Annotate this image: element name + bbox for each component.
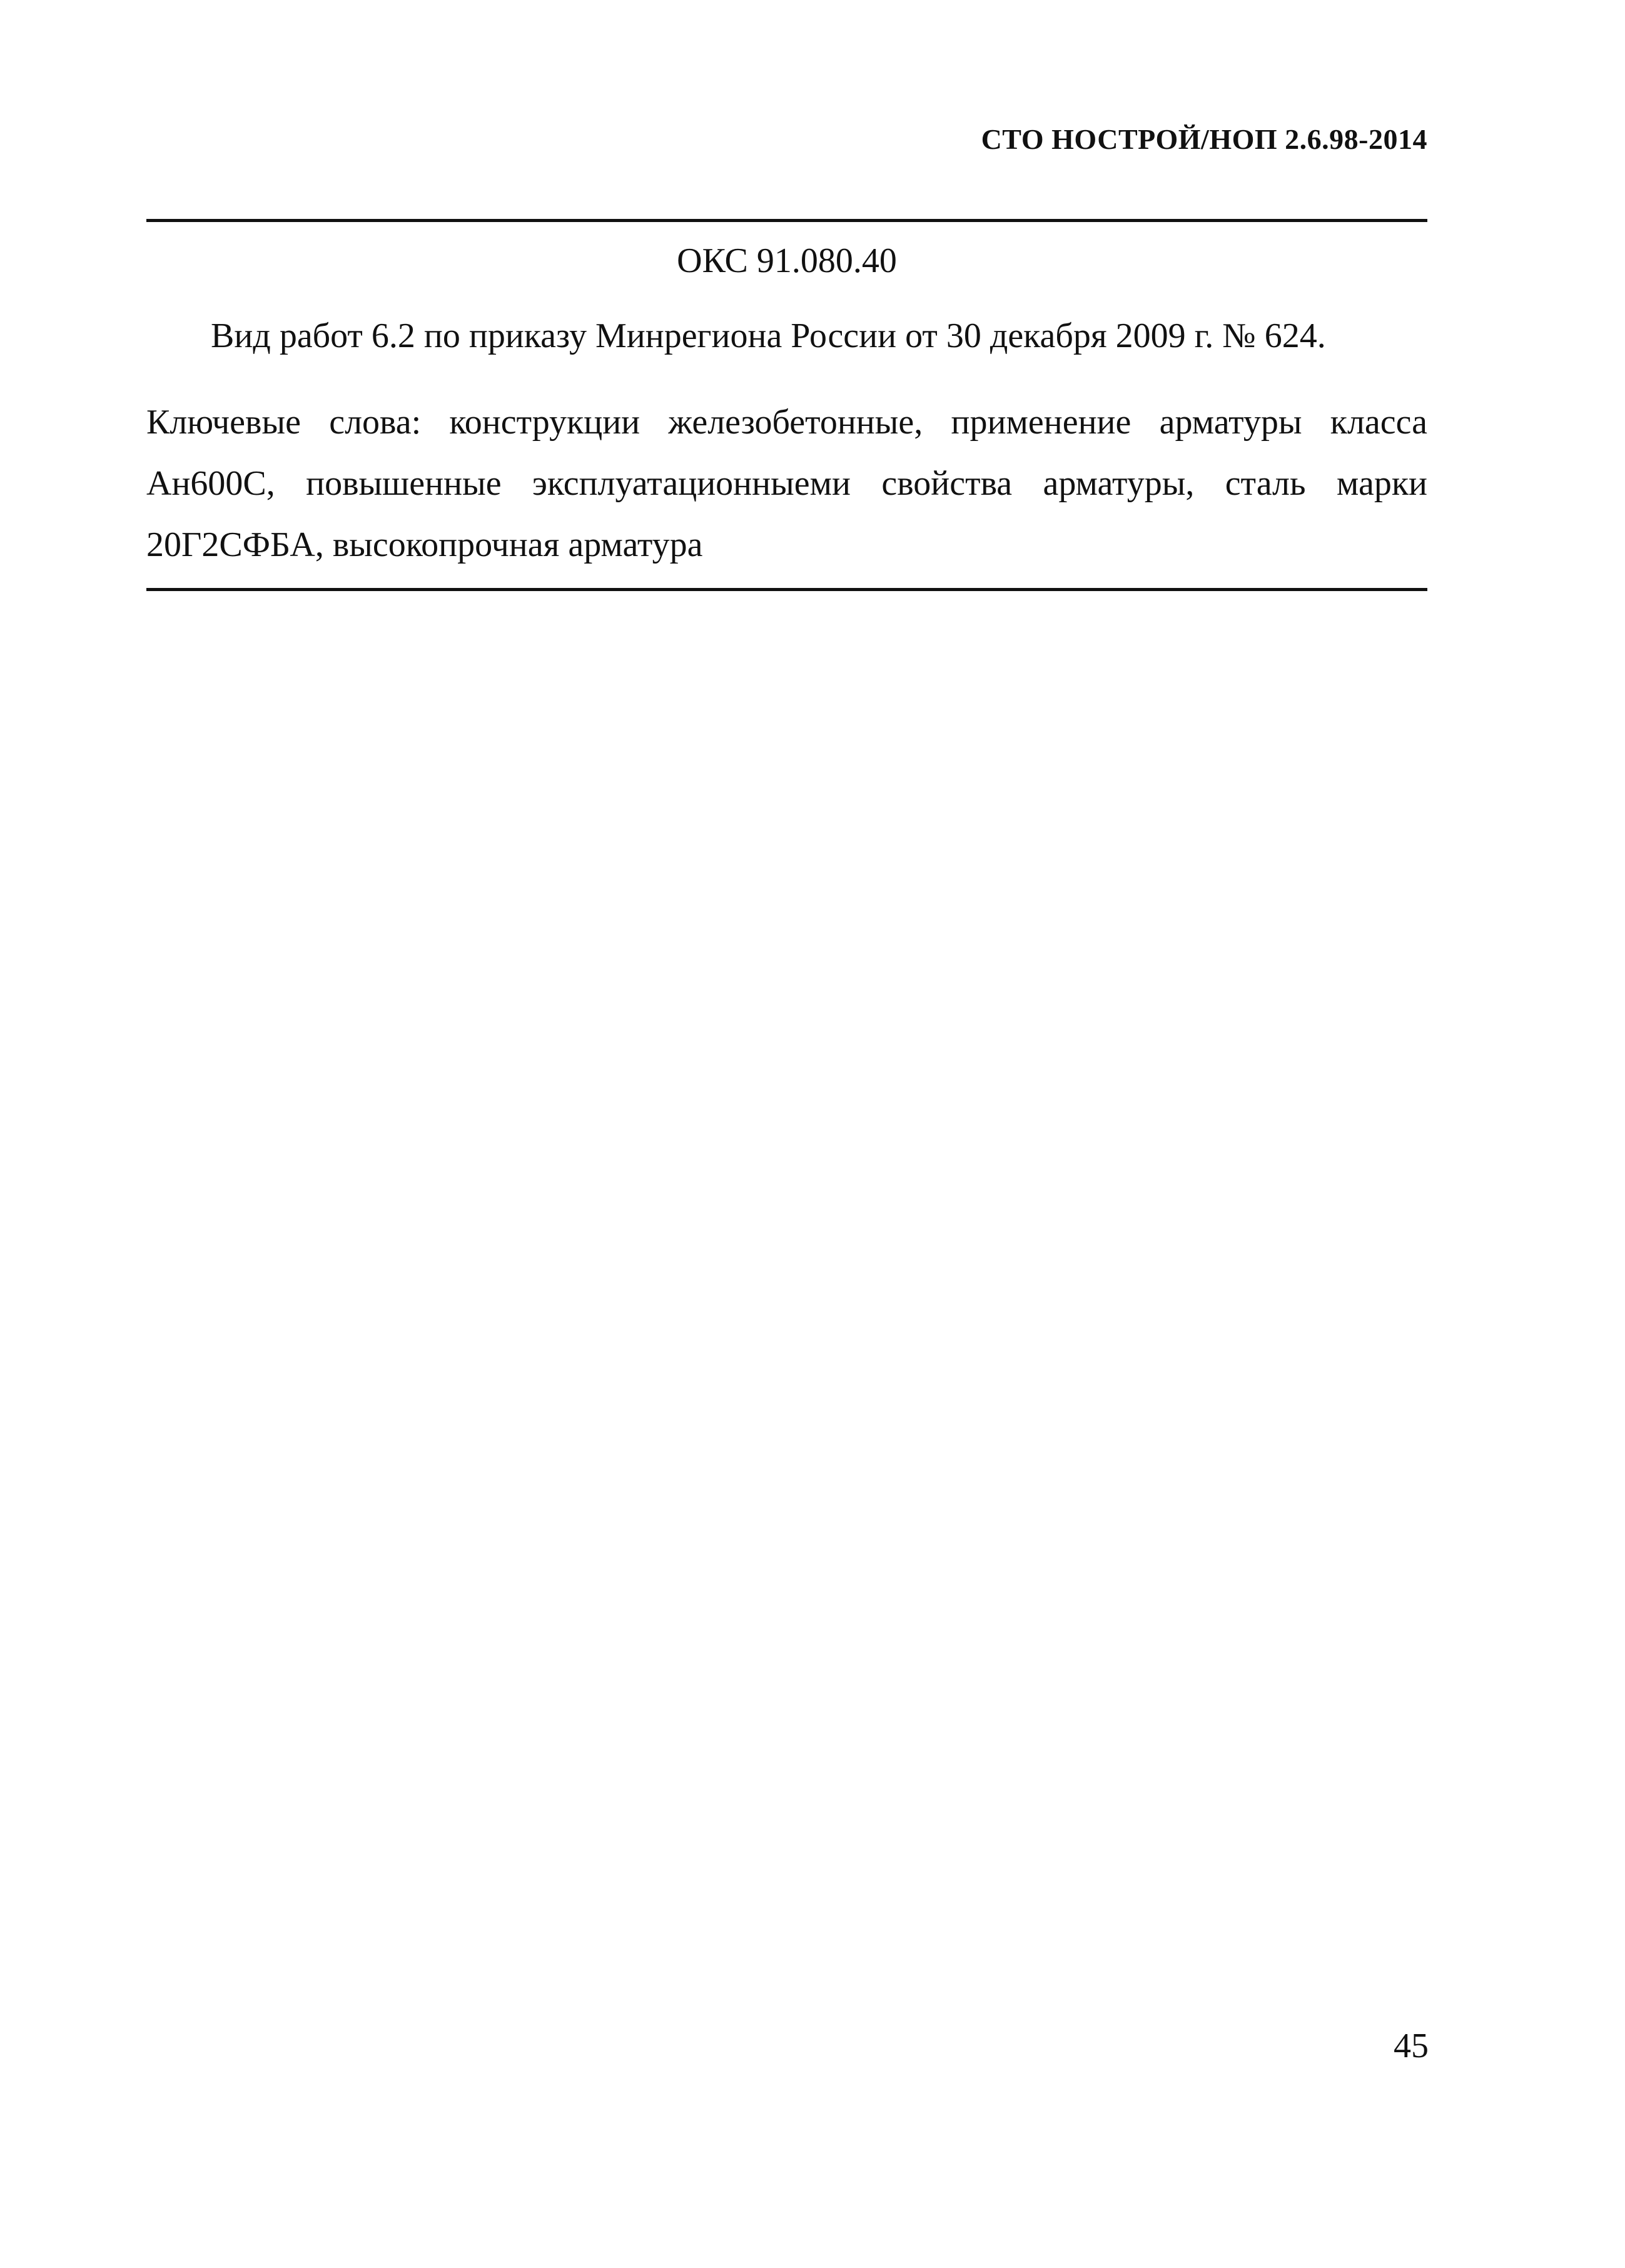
top-divider: [146, 219, 1427, 222]
bottom-divider: [146, 588, 1427, 591]
work-type-reference: Вид работ 6.2 по приказу Минрегиона России от 30 декабря 2009 г. № 624.: [211, 316, 1326, 355]
oks-classification: ОКС 91.080.40: [677, 241, 897, 280]
keywords-paragraph: Ключевые слова: конструкции железобетонные, применение арматуры класса Ан600С, повышенные эксплуатационныеми свойства арматуры, сталь марки 20Г2СФБА, высокопрочная арматура: [146, 403, 1427, 564]
page-number: 45: [1394, 2027, 1429, 2065]
document-code-header: СТО НОСТРОЙ/НОП 2.6.98-2014: [981, 123, 1427, 155]
